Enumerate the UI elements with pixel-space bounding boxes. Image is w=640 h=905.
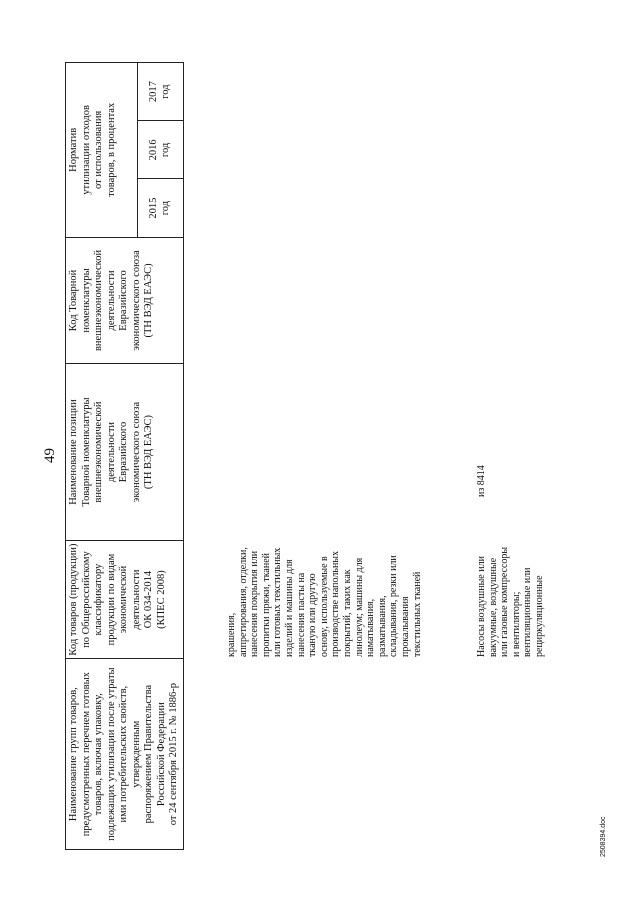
row-2-code: из 8414 bbox=[476, 465, 487, 497]
page-number: 49 bbox=[42, 448, 58, 463]
header-table bbox=[65, 62, 184, 850]
header-col-product-groups: Наименование групп товаров, предусмотренных перечнем готовых товаров, включая упаковку, подлежащих утилизации после утраты ими потребительских свойств, утвержденным распоряжением Правительства Российской Федерации от 24 сентября 2015 г. № 1886-р bbox=[66, 659, 184, 850]
header-year-2017: 2017 год bbox=[137, 63, 183, 121]
header-year-2015: 2015 год bbox=[137, 179, 183, 237]
header-col-tnved-name: Наименование позиции Товарной номенклатуры внешнеэкономической деятельности Евразийского экономического союза (ТН ВЭД ЕАЭС) bbox=[66, 364, 184, 541]
row-1-name: крашения, аппретирования, отделки, нанесения покрытия или пропитки пряжи, тканей или готовых текстильных изделий и машины для нанесения пасты на тканую или другую основу, используемые в производстве напольных покрытий, таких как линолеум; машины для наматывания, разматывания, складывания, резки или прокалывания текстильных тканей bbox=[226, 547, 423, 657]
row-2-name: Насосы воздушные или вакуумные, воздушные или газовые компрессоры и вентиляторы; вентиляционные или рециркуляционные bbox=[476, 546, 545, 657]
document-id: 2508394.doc bbox=[600, 816, 607, 857]
header-col-tnved-code: Код Товарной номенклатуры внешнеэкономической деятельности Евразийского экономического союза (ТН ВЭД ЕАЭС) bbox=[66, 237, 184, 363]
header-col-recycling-norm: Норматив утилизации отходов от использования товаров, в процентах bbox=[66, 63, 138, 238]
header-year-2016: 2016 год bbox=[137, 121, 183, 179]
header-col-okpd-code: Код товаров (продукции) по Общероссийскому классификатору продукции по видам экономической деятельности ОК 034-2014 (КПЕС 2008) bbox=[66, 540, 184, 658]
